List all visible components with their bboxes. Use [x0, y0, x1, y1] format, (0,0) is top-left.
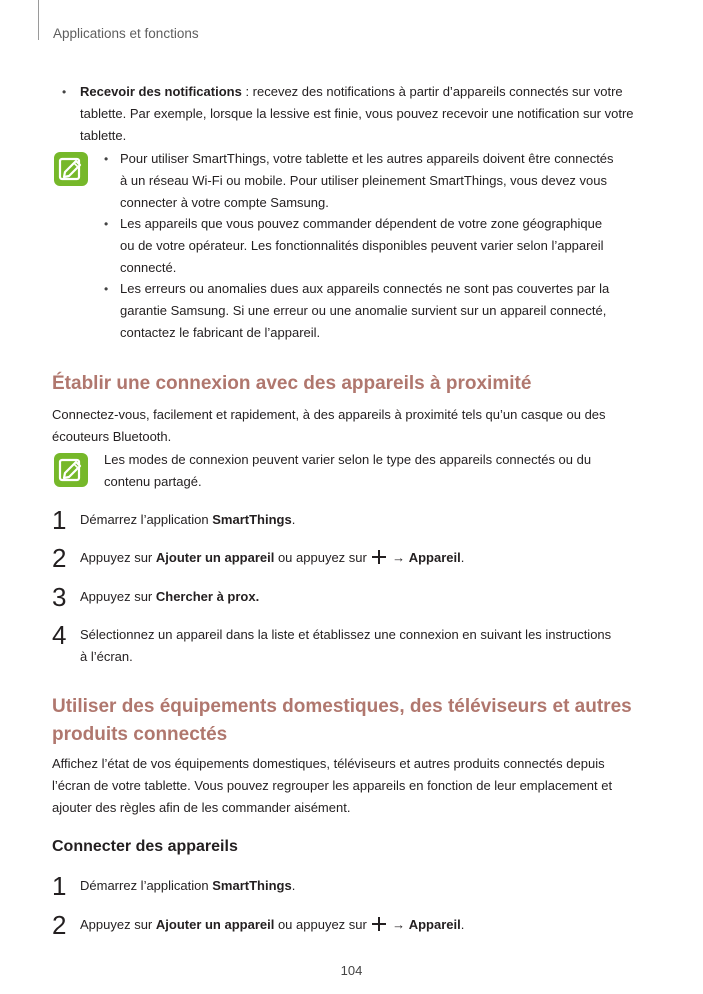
step-text-post: . [460, 550, 465, 565]
step-text-bold: SmartThings [212, 878, 292, 893]
note-2 [104, 449, 674, 493]
intro-bullet-line-2: tablette. Par exemple, lorsque la lessive est finie, vous pouvez recevoir une notification sur votre [80, 106, 634, 121]
step-text-pre: Démarrez l’application [80, 512, 213, 527]
step-text [80, 509, 295, 531]
step-text-pre: Appuyez sur [80, 917, 156, 932]
intro-line: écouteurs Bluetooth. [52, 429, 172, 444]
note-1-item-1 [120, 148, 680, 214]
note-line: à un réseau Wi-Fi ou mobile. Pour utiliser pleinement SmartThings, vous devez vous [120, 173, 607, 188]
step-line: à l’écran. [80, 649, 133, 664]
bullet-dot: • [104, 152, 109, 166]
intro-line: Connectez-vous, facilement et rapidement, à des appareils à proximité tels qu’un casque ou des [52, 407, 606, 422]
step-number: 2 [52, 910, 67, 940]
step-text [80, 586, 259, 608]
title-line: Utiliser des équipements domestiques, des téléviseurs et autres [52, 696, 632, 717]
intro-line: ajouter des règles afin de les commander aisément. [52, 800, 351, 815]
note-line: contactez le fabricant de l’appareil. [120, 325, 321, 340]
step-text-pre: Démarrez l’application [80, 878, 213, 893]
section-1-title: Établir une connexion avec des appareils à proximité [52, 373, 532, 394]
note-line: Les modes de connexion peuvent varier selon le type des appareils connectés ou du [104, 452, 592, 467]
step-text-bold: Ajouter un appareil [155, 917, 275, 932]
intro-bullet-bold: Recevoir des notifications [80, 84, 242, 99]
plus-icon [372, 550, 386, 564]
subheading: Connecter des appareils [52, 838, 238, 855]
step-text-pre: Appuyez sur [80, 589, 156, 604]
step-text-post: . [291, 512, 296, 527]
intro-bullet [80, 81, 680, 147]
intro-line: Affichez l’état de vos équipements domestiques, téléviseurs et autres produits connectés depuis [52, 756, 605, 771]
step-text-mid: ou appuyez sur [274, 550, 371, 565]
step-text-post: . [460, 917, 465, 932]
step-text-bold: Appareil [408, 917, 461, 932]
page-edge-line [38, 0, 39, 40]
note-line: contenu partagé. [104, 474, 202, 489]
step-text-bold: SmartThings [212, 512, 292, 527]
step-text [80, 624, 680, 668]
step-text-bold: Appareil [408, 550, 461, 565]
intro-line: l’écran de votre tablette. Vous pouvez regrouper les appareils en fonction de leur emplacement et [52, 778, 613, 793]
arrow-text: → [388, 917, 409, 932]
note-1-item-2 [120, 213, 680, 279]
step-text-bold: Chercher à prox. [155, 589, 260, 604]
step-text [80, 875, 295, 897]
intro-bullet-rest: : recevez des notifications à partir d’appareils connectés sur votre [241, 84, 623, 99]
note-icon [54, 453, 88, 487]
title-line: produits connectés [52, 724, 228, 745]
plus-icon [372, 917, 386, 931]
bullet-dot: • [104, 282, 109, 296]
note-line: ou de votre opérateur. Les fonctionnalités disponibles peuvent varier selon l’appareil [120, 238, 604, 253]
step-text-pre: Appuyez sur [80, 550, 156, 565]
step-text-post: . [291, 878, 296, 893]
step-text [80, 547, 464, 569]
step-number: 1 [52, 871, 67, 901]
note-line: Les appareils que vous pouvez commander dépendent de votre zone géographique [120, 216, 603, 231]
step-number: 2 [52, 543, 67, 573]
section-2-intro [52, 753, 672, 819]
note-1-item-3 [120, 278, 680, 344]
step-number: 3 [52, 582, 67, 612]
note-line: Les erreurs ou anomalies dues aux appareils connectés ne sont pas couvertes par la [120, 281, 610, 296]
note-line: connecté. [120, 260, 177, 275]
section-2-title [52, 693, 632, 749]
page-number: 104 [340, 963, 363, 978]
bullet-dot: • [62, 85, 67, 99]
step-line: Sélectionnez un appareil dans la liste et établissez une connexion en suivant les instructions [80, 627, 612, 642]
step-text-mid: ou appuyez sur [274, 917, 371, 932]
step-text [80, 914, 464, 936]
intro-bullet-line-1 [80, 81, 680, 103]
arrow-text: → [388, 550, 409, 565]
step-text-bold: Ajouter un appareil [155, 550, 275, 565]
page-header: Applications et fonctions [53, 26, 199, 41]
section-1-intro [52, 404, 672, 448]
bullet-dot: • [104, 217, 109, 231]
note-line: connecter à votre compte Samsung. [120, 195, 329, 210]
step-number: 4 [52, 620, 67, 650]
intro-bullet-line-3: tablette. [80, 128, 127, 143]
note-line: garantie Samsung. Si une erreur ou une anomalie survient sur un appareil connecté, [120, 303, 607, 318]
note-line: Pour utiliser SmartThings, votre tablette et les autres appareils doivent être connectés [120, 151, 614, 166]
note-icon [54, 152, 88, 186]
step-number: 1 [52, 505, 67, 535]
